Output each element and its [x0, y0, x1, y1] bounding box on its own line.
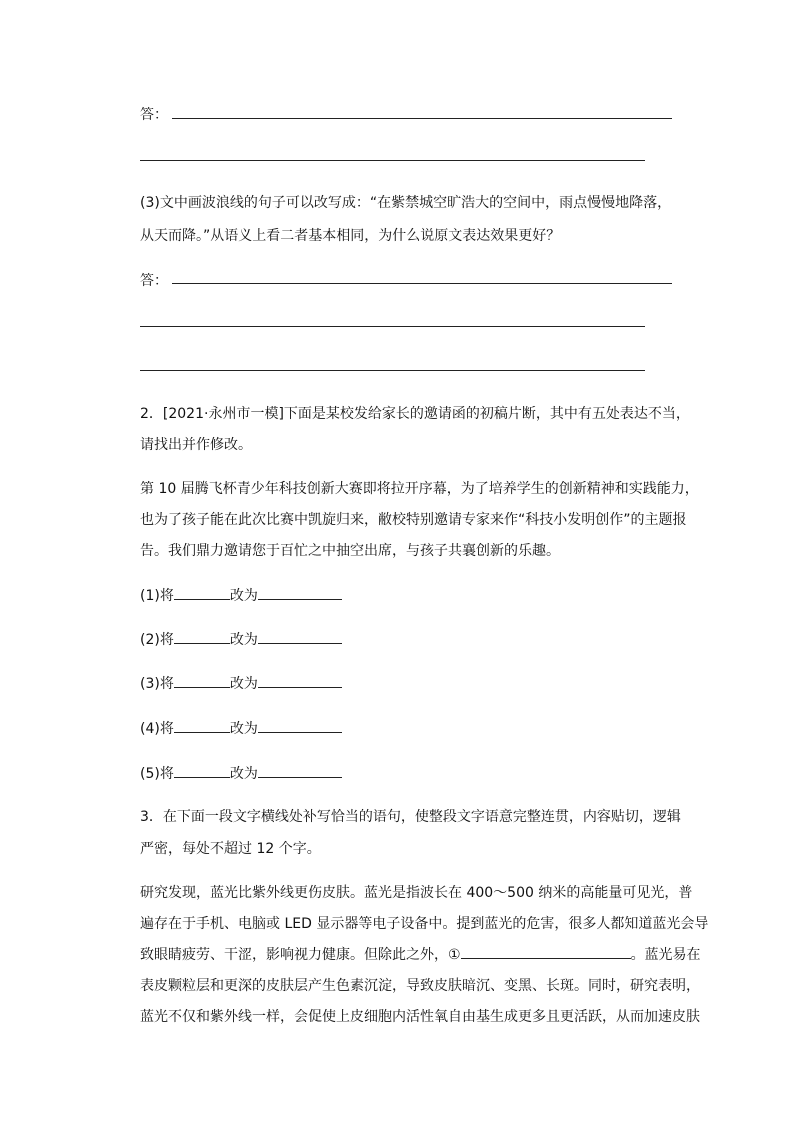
question-text: 请找出并作修改。 — [140, 437, 252, 453]
item-number: (2)将 — [140, 632, 174, 648]
question-text: 严密，每处不超过 12 个字。 — [140, 841, 321, 857]
list-item — [140, 673, 342, 693]
question-text: (3)文中画波浪线的句子可以改写成：“在紫禁城空旷浩大的空间中，雨点慢慢地降落， — [140, 195, 672, 211]
fill-blank[interactable] — [461, 944, 631, 959]
item-number: (4)将 — [140, 721, 174, 737]
fill-blank[interactable] — [258, 629, 342, 644]
item-label: 改为 — [229, 676, 258, 692]
answer-line[interactable] — [172, 283, 672, 284]
passage-text: 致眼睛疲劳、干涩，影响视力健康。但除此之外，① — [140, 947, 461, 963]
passage-line: 第 10 届腾飞杯青少年科技创新大赛即将拉开序幕，为了培养学生的创新精神和实践能力， — [140, 481, 699, 497]
fill-blank[interactable] — [174, 718, 230, 733]
fill-blank[interactable] — [174, 629, 230, 644]
answer-label: 答： — [140, 107, 168, 123]
passage-text: 。蓝光易在 — [630, 947, 701, 963]
fill-blank[interactable] — [258, 718, 342, 733]
question-text: 从天而降。”从语义上看二者基本相同，为什么说原文表达效果更好？ — [140, 228, 561, 244]
question-text: 3．在下面一段文字横线处补写恰当的语句，使整段文字语意完整连贯，内容贴切，逻辑 — [140, 809, 681, 825]
list-item — [140, 629, 342, 649]
fill-blank[interactable] — [174, 585, 230, 600]
fill-blank[interactable] — [258, 763, 342, 778]
fill-blank[interactable] — [258, 585, 342, 600]
item-label: 改为 — [229, 588, 258, 604]
answer-line[interactable] — [172, 118, 672, 119]
answer-line[interactable] — [140, 326, 645, 327]
passage-line: 蓝光不仅和紫外线一样，会促使上皮细胞内活性氧自由基生成更多且更活跃，从而加速皮肤 — [140, 1009, 700, 1025]
passage-line — [140, 944, 701, 964]
item-number: (3)将 — [140, 676, 174, 692]
passage-line: 研究发现，蓝光比紫外线更伤皮肤。蓝光是指波长在 400～500 纳米的高能量可见光，普 — [140, 885, 693, 901]
item-label: 改为 — [229, 766, 258, 782]
question-text: 2．[2021·永州市一模]下面是某校发给家长的邀请函的初稿片断，其中有五处表达不当， — [140, 406, 690, 422]
item-label: 改为 — [229, 721, 258, 737]
passage-line: 遍存在于手机、电脑或 LED 显示器等电子设备中。提到蓝光的危害，很多人都知道蓝光会导 — [140, 916, 709, 932]
answer-line[interactable] — [140, 370, 645, 371]
list-item — [140, 585, 342, 605]
item-number: (5)将 — [140, 766, 174, 782]
list-item — [140, 763, 342, 783]
answer-line[interactable] — [140, 160, 645, 161]
answer-label: 答： — [140, 273, 168, 289]
list-item — [140, 718, 342, 738]
fill-blank[interactable] — [258, 673, 342, 688]
fill-blank[interactable] — [174, 673, 230, 688]
passage-line: 告。我们鼎力邀请您于百忙之中抽空出席，与孩子共襄创新的乐趣。 — [140, 543, 560, 559]
fill-blank[interactable] — [174, 763, 230, 778]
passage-line: 也为了孩子能在此次比赛中凯旋归来，敝校特别邀请专家来作“科技小发明创作”的主题报 — [140, 512, 687, 528]
item-label: 改为 — [229, 632, 258, 648]
passage-line: 表皮颗粒层和更深的皮肤层产生色素沉淀，导致皮肤暗沉、变黑、长斑。同时，研究表明， — [140, 978, 700, 994]
item-number: (1)将 — [140, 588, 174, 604]
